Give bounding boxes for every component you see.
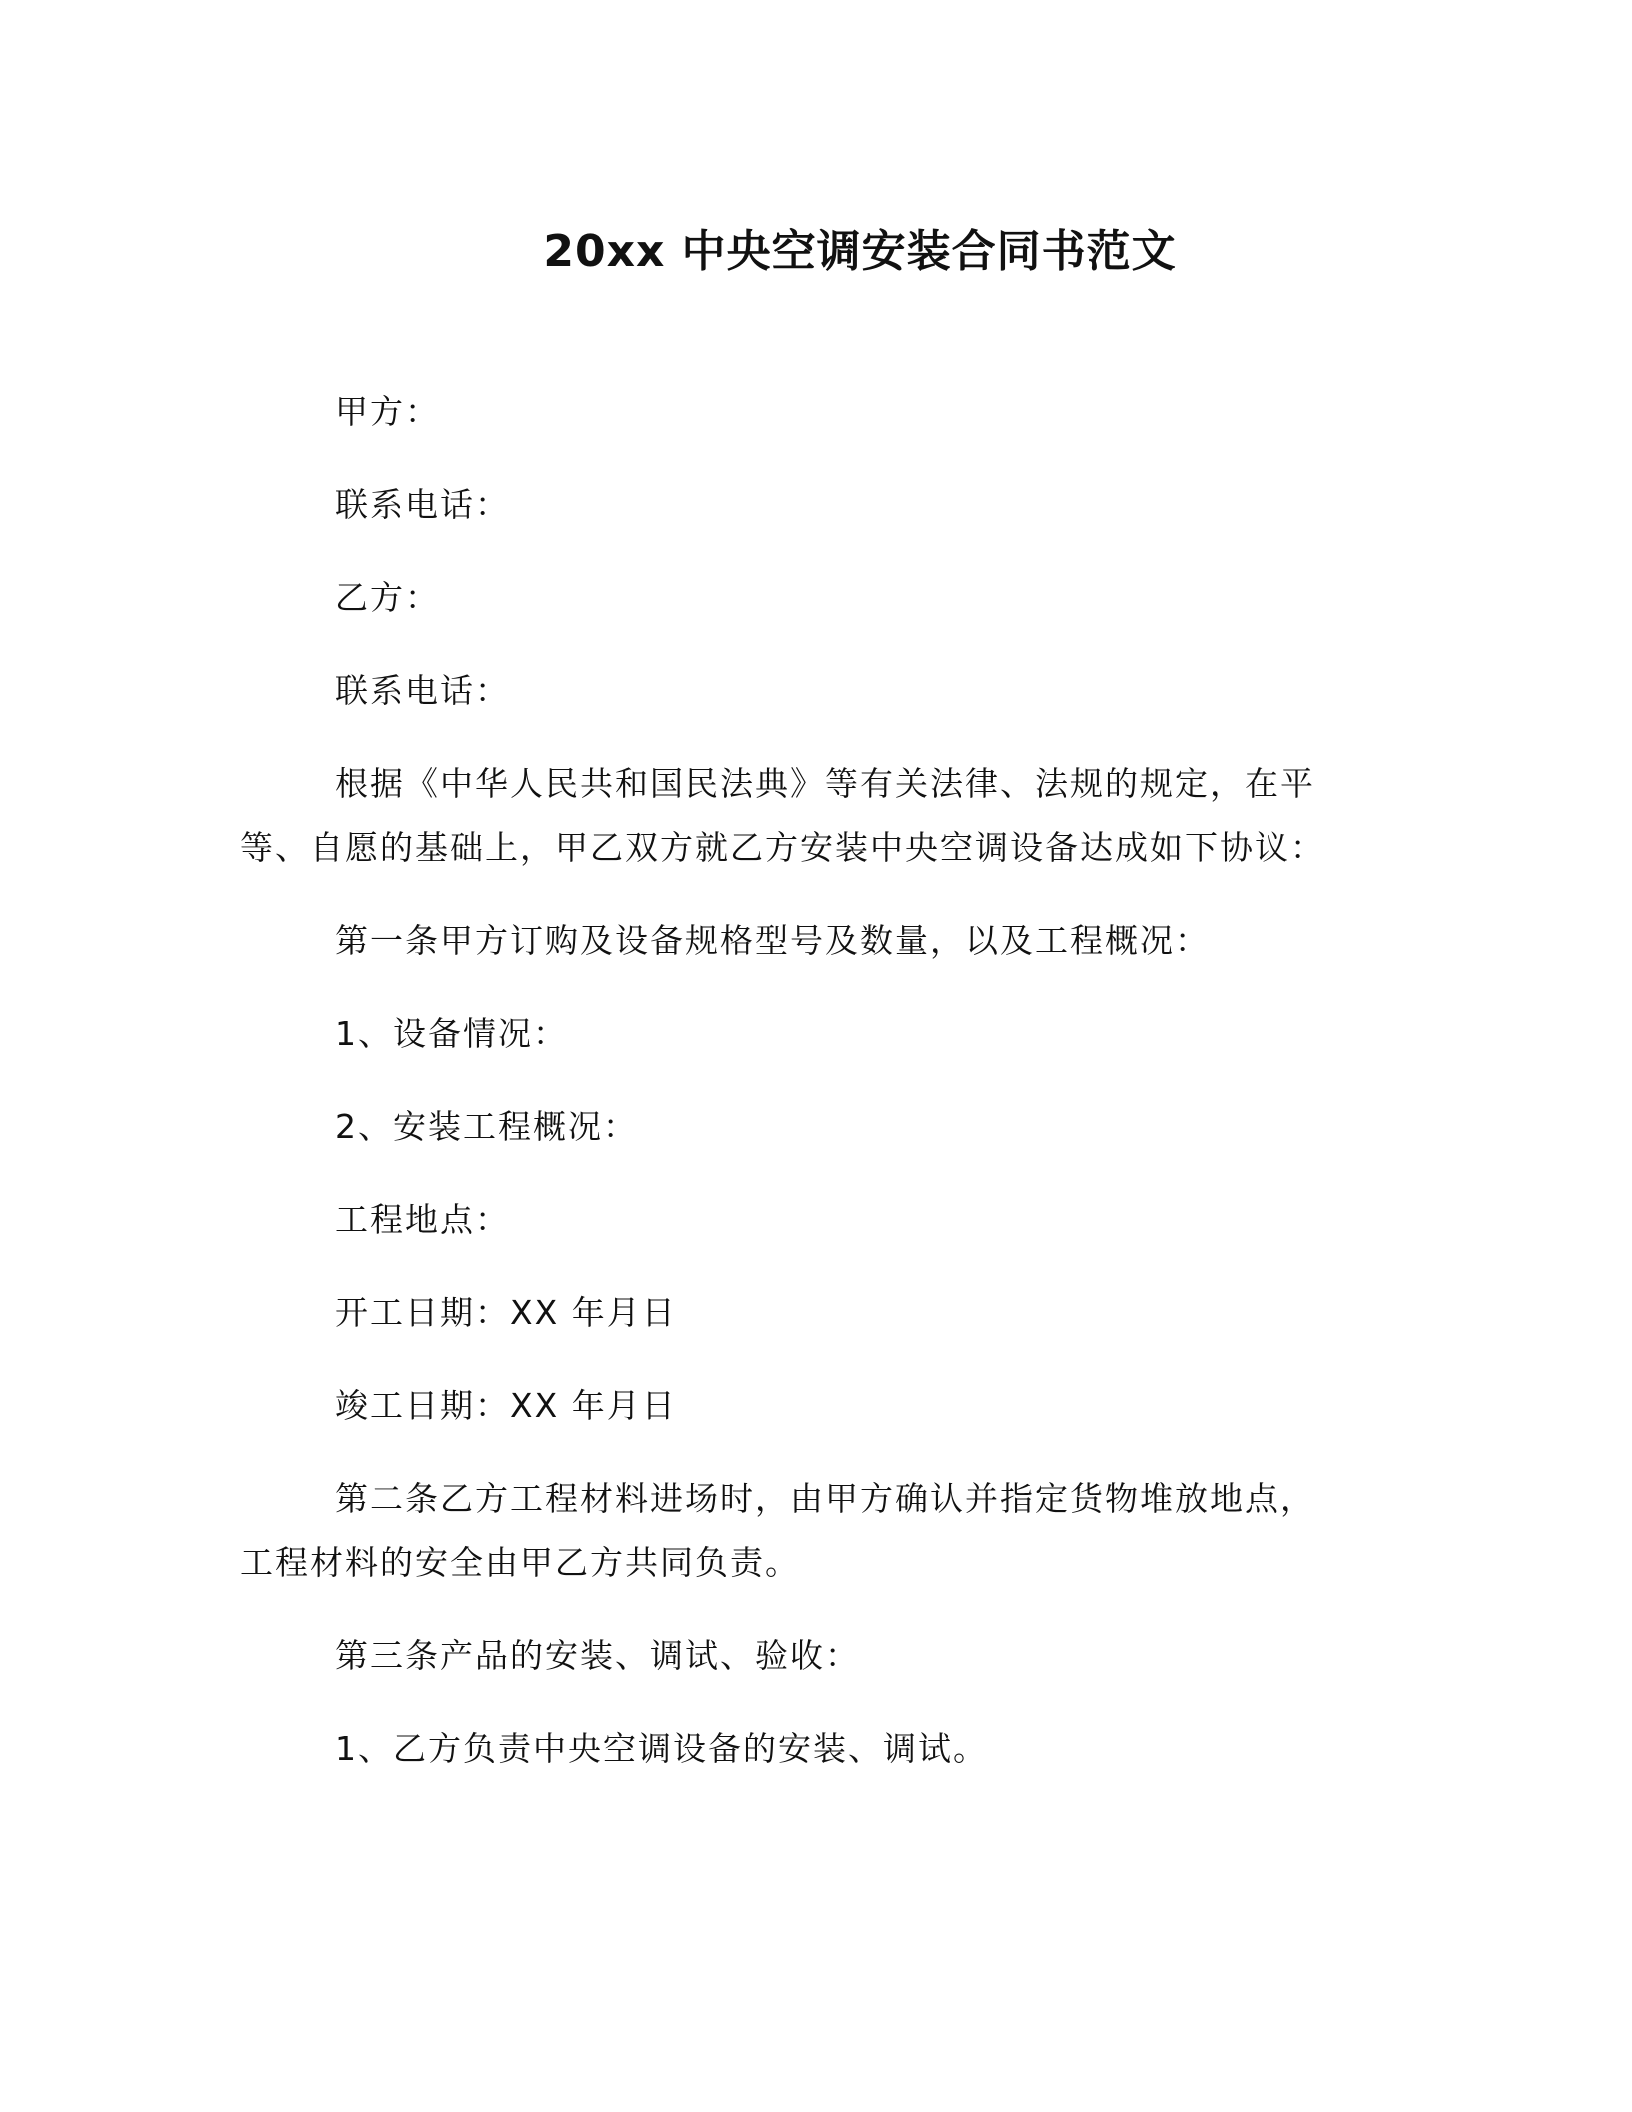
article-2-line-1: 第二条乙方工程材料进场时，由甲方确认并指定货物堆放地点， — [335, 1479, 1315, 1518]
party-a-line — [240, 380, 1370, 444]
equipment-status-line — [240, 1002, 1370, 1066]
article-2-line-2: 工程材料的安全由甲乙方共同负责。 — [240, 1543, 800, 1582]
article-3-item-1 — [240, 1717, 1370, 1781]
completion-date-label: 竣工日期：XX 年月日 — [335, 1386, 677, 1425]
party-a-phone-line — [240, 473, 1370, 537]
completion-date-line — [240, 1374, 1370, 1438]
install-overview-line — [240, 1095, 1370, 1159]
party-b-label: 乙方： — [335, 578, 440, 617]
party-b-phone-label: 联系电话： — [335, 671, 510, 710]
site-location-label: 工程地点： — [335, 1200, 510, 1239]
start-date-line — [240, 1281, 1370, 1345]
document-title: 20xx 中央空调安装合同书范文 — [543, 226, 1177, 277]
party-a-label: 甲方： — [335, 392, 440, 431]
article-2-paragraph — [240, 1467, 1370, 1595]
install-overview-label: 2、安装工程概况： — [335, 1107, 638, 1146]
preamble-line-1: 根据《中华人民共和国民法典》等有关法律、法规的规定，在平 — [335, 764, 1315, 803]
party-b-line — [240, 566, 1370, 630]
article-1-heading — [240, 909, 1370, 973]
equipment-status-label: 1、设备情况： — [335, 1014, 568, 1053]
article-3-item-1-text: 1、乙方负责中央空调设备的安装、调试。 — [335, 1729, 988, 1768]
preamble-paragraph — [240, 752, 1370, 880]
start-date-label: 开工日期：XX 年月日 — [335, 1293, 677, 1332]
site-location-line — [240, 1188, 1370, 1252]
party-b-phone-line — [240, 659, 1370, 723]
preamble-line-2: 等、自愿的基础上，甲乙双方就乙方安装中央空调设备达成如下协议： — [240, 828, 1325, 867]
article-3-heading — [240, 1624, 1370, 1688]
article-3-text: 第三条产品的安装、调试、验收： — [335, 1636, 860, 1675]
article-1-text: 第一条甲方订购及设备规格型号及数量，以及工程概况： — [335, 921, 1210, 960]
party-a-phone-label: 联系电话： — [335, 485, 510, 524]
